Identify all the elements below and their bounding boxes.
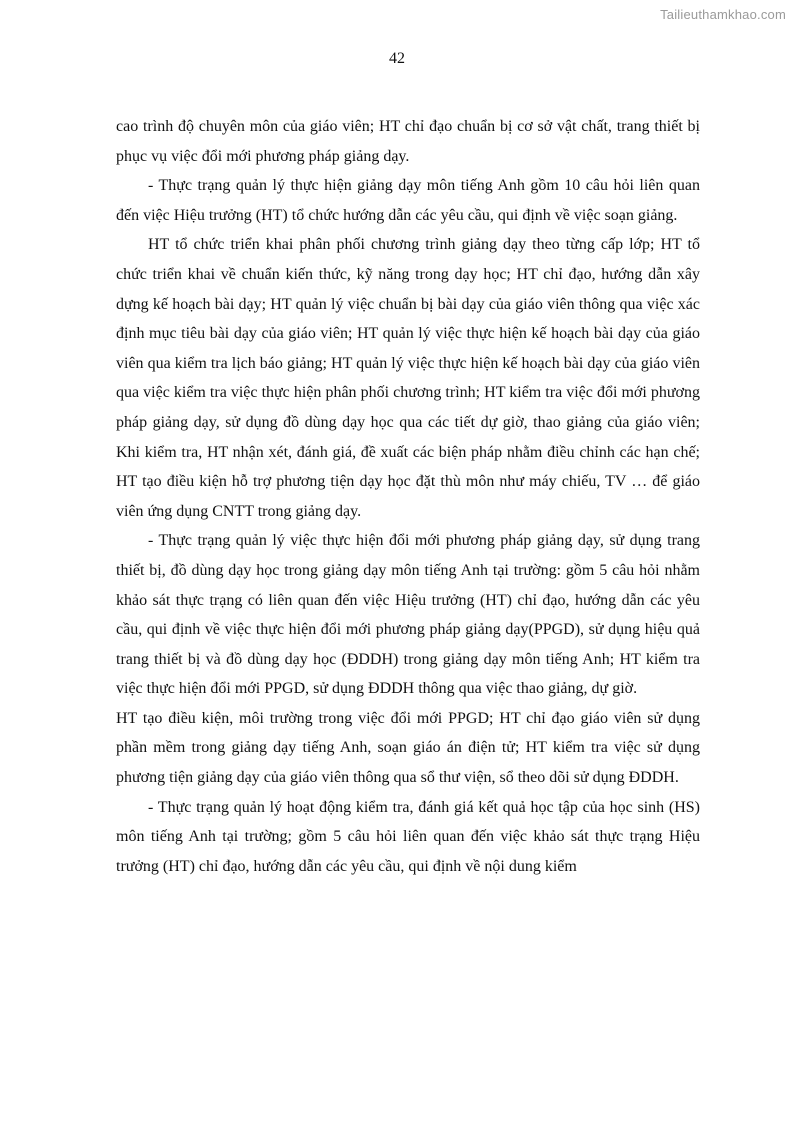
paragraph-2: - Thực trạng quản lý thực hiện giảng dạy môn tiếng Anh gồm 10 câu hỏi liên quan đến việc Hiệu trưởng (HT) tổ chức hướng dẫn các yêu cầu, qui định về việc soạn giảng.	[116, 177, 700, 224]
watermark: Tailieuthamkhao.com	[660, 7, 786, 22]
paragraph-4: - Thực trạng quản lý việc thực hiện đổi mới phương pháp giảng dạy, sử dụng trang thiết bị, đồ dùng dạy học trong giảng dạy môn tiếng Anh tại trường: gồm 5 câu hỏi nhằm khảo sát thực trạng có liên quan đến việc Hiệu trưởng (HT) chỉ đạo, hướng dẫn các yêu cầu, qui định về việc thực hiện đổi mới phương pháp giảng dạy(PPGD), sử dụng hiệu quả trang thiết bị và đồ dùng dạy học (ĐDDH) trong giảng dạy môn tiếng Anh; HT kiểm tra việc thực hiện đổi mới PPGD, sử dụng ĐDDH thông qua việc thao giảng, dự giờ.	[116, 532, 700, 698]
document-body	[116, 112, 700, 881]
paragraph-5: HT tạo điều kiện, môi trường trong việc đổi mới PPGD; HT chỉ đạo giáo viên sử dụng phần mềm trong giảng dạy tiếng Anh, soạn giáo án điện tử; HT kiểm tra việc sử dụng phương tiện giảng dạy của giáo viên thông qua sổ thư viện, sổ theo dõi sử dụng ĐDDH.	[116, 709, 700, 787]
page-number: 42	[389, 50, 405, 67]
paragraph-6: - Thực trạng quản lý hoạt động kiểm tra, đánh giá kết quả học tập của học sinh (HS) môn tiếng Anh tại trường; gồm 5 câu hỏi liên quan đến việc khảo sát thực trạng Hiệu trưởng (HT) chỉ đạo, hướng dẫn các yêu cầu, qui định về nội dung kiểm	[116, 798, 700, 875]
paragraph-3: HT tổ chức triển khai phân phối chương trình giảng dạy theo từng cấp lớp; HT tổ chức triển khai về chuẩn kiến thức, kỹ năng trong dạy học; HT chỉ đạo, hướng dẫn xây dựng kế hoạch bài dạy; HT quản lý việc chuẩn bị bài dạy của giáo viên thông qua việc xác định mục tiêu bài dạy của giáo viên; HT quản lý việc thực hiện kế hoạch bài dạy của giáo viên qua kiểm tra lịch báo giảng; HT quản lý việc thực hiện kế hoạch bài dạy của giáo viên qua việc kiểm tra việc thực hiện phân phối chương trình; HT kiểm tra việc đổi mới phương pháp giảng dạy, sử dụng đồ dùng dạy học qua các tiết dự giờ, thao giảng của giáo viên; Khi kiểm tra, HT nhận xét, đánh giá, đề xuất các biện pháp nhằm điều chỉnh các hạn chế; HT tạo điều kiện hỗ trợ phương tiện dạy học đặt thù môn như máy chiếu, TV … để giáo viên ứng dụng CNTT trong giảng dạy.	[116, 236, 700, 520]
paragraph-1: cao trình độ chuyên môn của giáo viên; HT chỉ đạo chuẩn bị cơ sở vật chất, trang thiết bị phục vụ việc đổi mới phương pháp giảng dạy.	[116, 118, 700, 165]
